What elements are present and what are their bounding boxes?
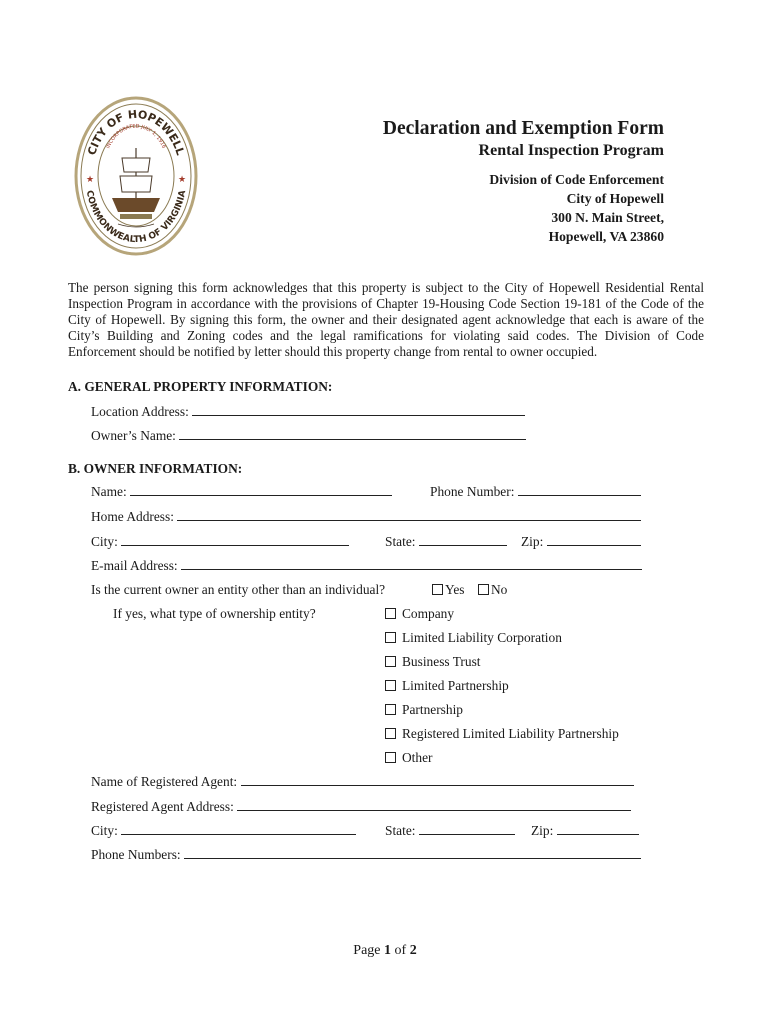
entity-option-business-trust[interactable] bbox=[385, 654, 481, 670]
checkbox[interactable] bbox=[385, 752, 396, 763]
form-subtitle: Rental Inspection Program bbox=[478, 142, 664, 159]
option-label: Company bbox=[402, 606, 455, 621]
location-address-label: Location Address: bbox=[91, 404, 189, 419]
name-field bbox=[91, 484, 392, 500]
agent-name-input[interactable] bbox=[241, 774, 634, 786]
email-input[interactable] bbox=[181, 558, 642, 570]
entity-option-partnership[interactable] bbox=[385, 702, 463, 718]
section-b-heading: B. OWNER INFORMATION: bbox=[68, 461, 243, 476]
owner-name-input[interactable] bbox=[179, 428, 526, 440]
agent-city-input[interactable] bbox=[121, 823, 356, 835]
yes-label: Yes bbox=[445, 582, 465, 597]
phone-number-field bbox=[430, 484, 641, 500]
checkbox[interactable] bbox=[385, 632, 396, 643]
owner-name-label: Owner’s Name: bbox=[91, 428, 176, 443]
checkbox[interactable] bbox=[385, 608, 396, 619]
agent-state-label: State: bbox=[385, 823, 416, 838]
zip-field bbox=[521, 534, 641, 550]
svg-text:COMMONWEALTH OF VIRGINIA: COMMONWEALTH OF VIRGINIA bbox=[83, 189, 189, 246]
email-label: E-mail Address: bbox=[91, 558, 178, 573]
svg-text:★: ★ bbox=[178, 174, 187, 184]
acknowledgement-paragraph: The person signing this form acknowledges that this property is subject to the City of Hopewell Residential Rental Inspection Program in accordance with the provisions of Chapter 19-Housing Code Section 19-181 of the Code of the City of Hopewell. By signing this form, the owner and their designated agent acknowledge that each is aware of the City’s Building and Zoning codes and the legal ramifications for violating said codes. The Division of Code Enforcement should be notified by letter should this property change from rental to owner occupied. bbox=[68, 280, 704, 359]
agent-state-field bbox=[385, 823, 515, 839]
no-checkbox[interactable] bbox=[478, 584, 489, 595]
entity-option-llc[interactable] bbox=[385, 630, 562, 646]
agent-zip-field bbox=[531, 823, 639, 839]
address-line: Division of Code Enforcement bbox=[489, 172, 664, 187]
entity-option-other[interactable] bbox=[385, 750, 433, 766]
option-label: Limited Liability Corporation bbox=[402, 630, 562, 645]
page-number bbox=[0, 943, 770, 959]
option-label: Limited Partnership bbox=[402, 678, 509, 693]
home-address-field bbox=[91, 509, 641, 525]
yes-checkbox[interactable] bbox=[432, 584, 443, 595]
agent-address-field bbox=[91, 799, 631, 815]
entity-type-question: If yes, what type of ownership entity? bbox=[113, 606, 316, 621]
svg-text:CITY OF HOPEWELL: CITY OF HOPEWELL bbox=[85, 107, 187, 157]
email-field bbox=[91, 558, 642, 574]
location-address-input[interactable] bbox=[192, 404, 525, 416]
agent-phone-field bbox=[91, 847, 641, 863]
state-input[interactable] bbox=[419, 534, 507, 546]
no-label: No bbox=[491, 582, 508, 597]
agent-phone-input[interactable] bbox=[184, 847, 641, 859]
agent-state-input[interactable] bbox=[419, 823, 515, 835]
checkbox[interactable] bbox=[385, 704, 396, 715]
no-option[interactable] bbox=[478, 582, 507, 598]
division-address bbox=[489, 170, 664, 246]
page-total: 2 bbox=[409, 943, 417, 958]
agent-city-field bbox=[91, 823, 356, 839]
owner-name-field bbox=[91, 428, 526, 444]
home-address-label: Home Address: bbox=[91, 509, 174, 524]
svg-text:★: ★ bbox=[86, 174, 95, 184]
page-current: 1 bbox=[384, 943, 392, 958]
form-title: Declaration and Exemption Form bbox=[382, 118, 664, 139]
zip-input[interactable] bbox=[547, 534, 641, 546]
checkbox[interactable] bbox=[385, 656, 396, 667]
city-field bbox=[91, 534, 349, 550]
zip-label: Zip: bbox=[521, 534, 544, 549]
agent-address-label: Registered Agent Address: bbox=[91, 799, 234, 814]
city-label: City: bbox=[91, 534, 118, 549]
address-line: Hopewell, VA 23860 bbox=[548, 229, 664, 244]
address-line: 300 N. Main Street, bbox=[551, 210, 664, 225]
checkbox[interactable] bbox=[385, 680, 396, 691]
location-address-field bbox=[91, 404, 525, 420]
phone-number-label: Phone Number: bbox=[430, 484, 515, 499]
agent-name-field bbox=[91, 774, 634, 790]
checkbox[interactable] bbox=[385, 728, 396, 739]
option-label: Business Trust bbox=[402, 654, 481, 669]
state-field bbox=[385, 534, 507, 550]
agent-phone-label: Phone Numbers: bbox=[91, 847, 181, 862]
name-label: Name: bbox=[91, 484, 127, 499]
address-line: City of Hopewell bbox=[566, 191, 664, 206]
name-input[interactable] bbox=[130, 484, 392, 496]
agent-zip-label: Zip: bbox=[531, 823, 554, 838]
option-label: Registered Limited Liability Partnership bbox=[402, 726, 619, 741]
entity-question: Is the current owner an entity other than an individual? bbox=[91, 582, 386, 597]
entity-option-rllp[interactable] bbox=[385, 726, 619, 742]
city-input[interactable] bbox=[121, 534, 349, 546]
entity-option-company[interactable] bbox=[385, 606, 454, 622]
section-a-heading: A. GENERAL PROPERTY INFORMATION: bbox=[68, 379, 333, 394]
city-seal-logo bbox=[74, 96, 198, 256]
state-label: State: bbox=[385, 534, 416, 549]
agent-address-input[interactable] bbox=[237, 799, 631, 811]
agent-zip-input[interactable] bbox=[557, 823, 639, 835]
option-label: Other bbox=[402, 750, 433, 765]
svg-text:INCORPORATED JULY 1, 1916: INCORPORATED JULY 1, 1916 bbox=[105, 123, 167, 150]
entity-option-limited-partnership[interactable] bbox=[385, 678, 509, 694]
page-word: Page bbox=[353, 943, 381, 958]
agent-name-label: Name of Registered Agent: bbox=[91, 774, 238, 789]
home-address-input[interactable] bbox=[177, 509, 641, 521]
yes-option[interactable] bbox=[432, 582, 464, 598]
of-word: of bbox=[394, 943, 407, 958]
option-label: Partnership bbox=[402, 702, 463, 717]
phone-number-input[interactable] bbox=[518, 484, 641, 496]
agent-city-label: City: bbox=[91, 823, 118, 838]
